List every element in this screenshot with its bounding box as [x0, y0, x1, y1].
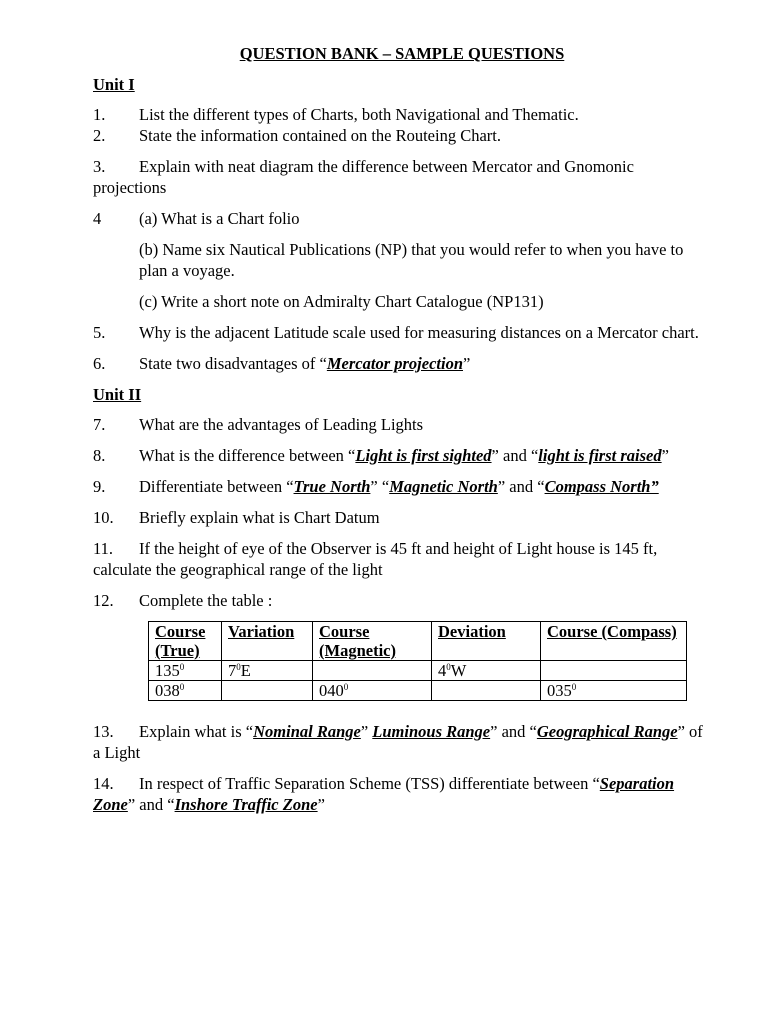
question-14 — [93, 773, 711, 815]
emphasis-term: Magnetic North — [389, 477, 498, 496]
question-number: 2. — [93, 126, 106, 145]
question-number: 6. — [93, 354, 106, 373]
spacer — [93, 701, 711, 721]
question-11 — [93, 538, 711, 580]
degree-mark: 0 — [343, 682, 349, 692]
question-10 — [93, 507, 711, 528]
question-number: 3. — [93, 157, 106, 176]
unit-1-heading: Unit I — [93, 75, 135, 94]
table-header-cell: Deviation — [432, 622, 541, 661]
page-title: QUESTION BANK – SAMPLE QUESTIONS — [239, 44, 565, 63]
question-1 — [93, 104, 711, 125]
table-header-cell: Course (True) — [149, 622, 222, 661]
table-row — [149, 661, 687, 681]
table-cell — [541, 681, 687, 701]
question-text: ” and “ — [497, 477, 545, 496]
cell-unit: W — [450, 661, 467, 680]
degree-mark: 0 — [236, 662, 241, 672]
emphasis-term: Compass North” — [544, 477, 659, 496]
emphasis-term: Luminous Range — [372, 722, 491, 741]
question-text: Briefly explain what is Chart Datum — [139, 508, 380, 527]
table-header-cell: Variation — [222, 622, 313, 661]
question-text: ” — [360, 722, 373, 741]
question-4 — [93, 208, 711, 229]
question-number: 8. — [93, 446, 106, 465]
question-text: What is the difference between “ — [139, 446, 356, 465]
cell-value: 135 — [155, 661, 180, 680]
question-text: ” and “ — [127, 795, 175, 814]
question-text: If the height of eye of the Observer is 45 ft and height of Light house is 145 ft, calculate the geographical range of the light — [93, 539, 658, 579]
question-4b: (b) Name six Nautical Publications (NP) that you would refer to when you have to plan a voyage. — [139, 240, 684, 280]
emphasis-term: Light is first sighted — [355, 446, 492, 465]
question-13 — [93, 721, 711, 763]
degree-mark: 0 — [179, 662, 185, 672]
emphasis-term: light is first raised — [538, 446, 662, 465]
table-header-row — [149, 622, 687, 661]
question-text: Complete the table : — [139, 591, 273, 610]
emphasis-term: Mercator projection — [326, 354, 463, 373]
question-text: ” — [661, 446, 669, 465]
table-header-cell: Course (Compass) — [541, 622, 687, 661]
question-8 — [93, 445, 711, 466]
table-cell — [149, 661, 222, 681]
question-text: Why is the adjacent Latitude scale used for measuring distances on a Mercator chart. — [139, 323, 699, 342]
cell-value: 038 — [155, 681, 180, 700]
question-number: 9. — [93, 477, 106, 496]
question-4c: (c) Write a short note on Admiralty Chart Catalogue (NP131) — [139, 292, 544, 311]
emphasis-term: Inshore Traffic Zone — [174, 795, 318, 814]
question-text: State two disadvantages of “ — [139, 354, 327, 373]
table-cell — [222, 681, 313, 701]
question-text: List the different types of Charts, both Navigational and Thematic. — [139, 105, 579, 124]
table-row — [149, 681, 687, 701]
cell-value: 035 — [547, 681, 572, 700]
table-cell — [432, 681, 541, 701]
table-header-cell: Course (Magnetic) — [313, 622, 432, 661]
document-page — [93, 43, 711, 825]
emphasis-term: Geographical Range — [536, 722, 678, 741]
question-number: 13. — [93, 722, 114, 741]
question-text: State the information contained on the Routeing Chart. — [139, 126, 502, 145]
table-cell — [313, 681, 432, 701]
question-text: What are the advantages of Leading Lights — [139, 415, 424, 434]
table-cell — [149, 681, 222, 701]
degree-mark: 0 — [446, 662, 451, 672]
question-text: In respect of Traffic Separation Scheme (TSS) differentiate between “ — [139, 774, 600, 793]
question-number: 5. — [93, 323, 106, 342]
question-number: 7. — [93, 415, 106, 434]
question-text: ” of a Light — [93, 722, 703, 762]
question-text: Explain what is “ — [139, 722, 254, 741]
question-6 — [93, 353, 711, 374]
question-12 — [93, 590, 711, 611]
cell-value: 4 — [438, 661, 447, 680]
question-number: 12. — [93, 591, 114, 610]
cell-value: 7 — [228, 661, 237, 680]
emphasis-term: Separation Zone — [93, 774, 675, 814]
question-number: 11. — [93, 539, 114, 558]
question-text: ” “ — [370, 477, 390, 496]
degree-mark: 0 — [571, 682, 577, 692]
table-cell — [313, 661, 432, 681]
question-9 — [93, 476, 711, 497]
question-2 — [93, 125, 711, 146]
question-text: ” — [317, 795, 325, 814]
question-text: Differentiate between “ — [139, 477, 294, 496]
question-text: ” and “ — [490, 722, 537, 741]
question-text: (a) What is a Chart folio — [139, 209, 300, 228]
question-7 — [93, 414, 711, 435]
question-text: Explain with neat diagram the difference between Mercator and Gnomonic projections — [93, 157, 634, 197]
table-cell — [222, 661, 313, 681]
question-text: ” — [463, 354, 471, 373]
question-number: 4 — [93, 209, 102, 228]
question-number: 14. — [93, 774, 114, 793]
emphasis-term: True North — [293, 477, 371, 496]
emphasis-term: Nominal Range — [253, 722, 361, 741]
question-5 — [93, 322, 711, 343]
unit-2-heading: Unit II — [93, 385, 142, 404]
question-text: ” and “ — [491, 446, 539, 465]
cell-unit: E — [240, 661, 251, 680]
degree-mark: 0 — [179, 682, 185, 692]
question-3 — [93, 156, 711, 198]
table-cell — [541, 661, 687, 681]
cell-value: 040 — [319, 681, 344, 700]
course-conversion-table — [148, 621, 687, 701]
question-number: 1. — [93, 105, 106, 124]
table-cell — [432, 661, 541, 681]
question-number: 10. — [93, 508, 114, 527]
